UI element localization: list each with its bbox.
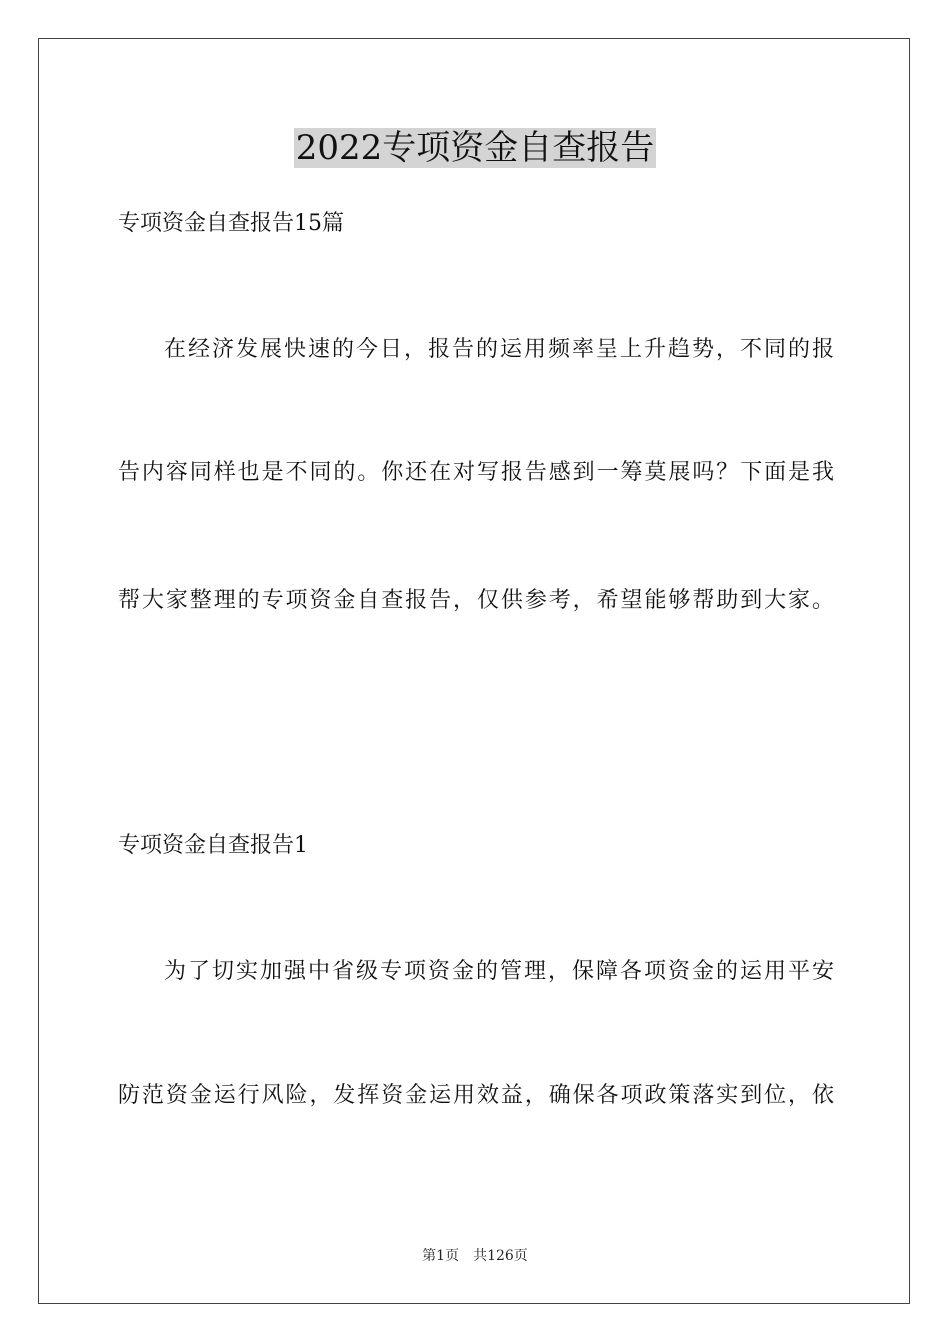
paragraph-line: 告内容同样也是不同的。你还在对写报告感到一筹莫展吗？下面是我 (118, 460, 834, 485)
paragraph-line: 防范资金运行风险，发挥资金运用效益，确保各项政策落实到位，依 (118, 1083, 834, 1108)
document-title (0, 122, 950, 174)
paragraph-line: 帮大家整理的专项资金自查报告，仅供参考，希望能够帮助到大家。 (118, 588, 834, 613)
document-title-text: 2022专项资金自查报告 (295, 128, 655, 168)
document-subtitle: 专项资金自查报告15篇 (118, 211, 344, 236)
paragraph-line: 为了切实加强中省级专项资金的管理，保障各项资金的运用平安 (164, 959, 834, 984)
page-footer: 第1页 共126页 (422, 1248, 528, 1264)
section-heading: 专项资金自查报告1 (118, 833, 308, 858)
paragraph-line: 在经济发展快速的今日，报告的运用频率呈上升趋势，不同的报 (164, 337, 834, 362)
